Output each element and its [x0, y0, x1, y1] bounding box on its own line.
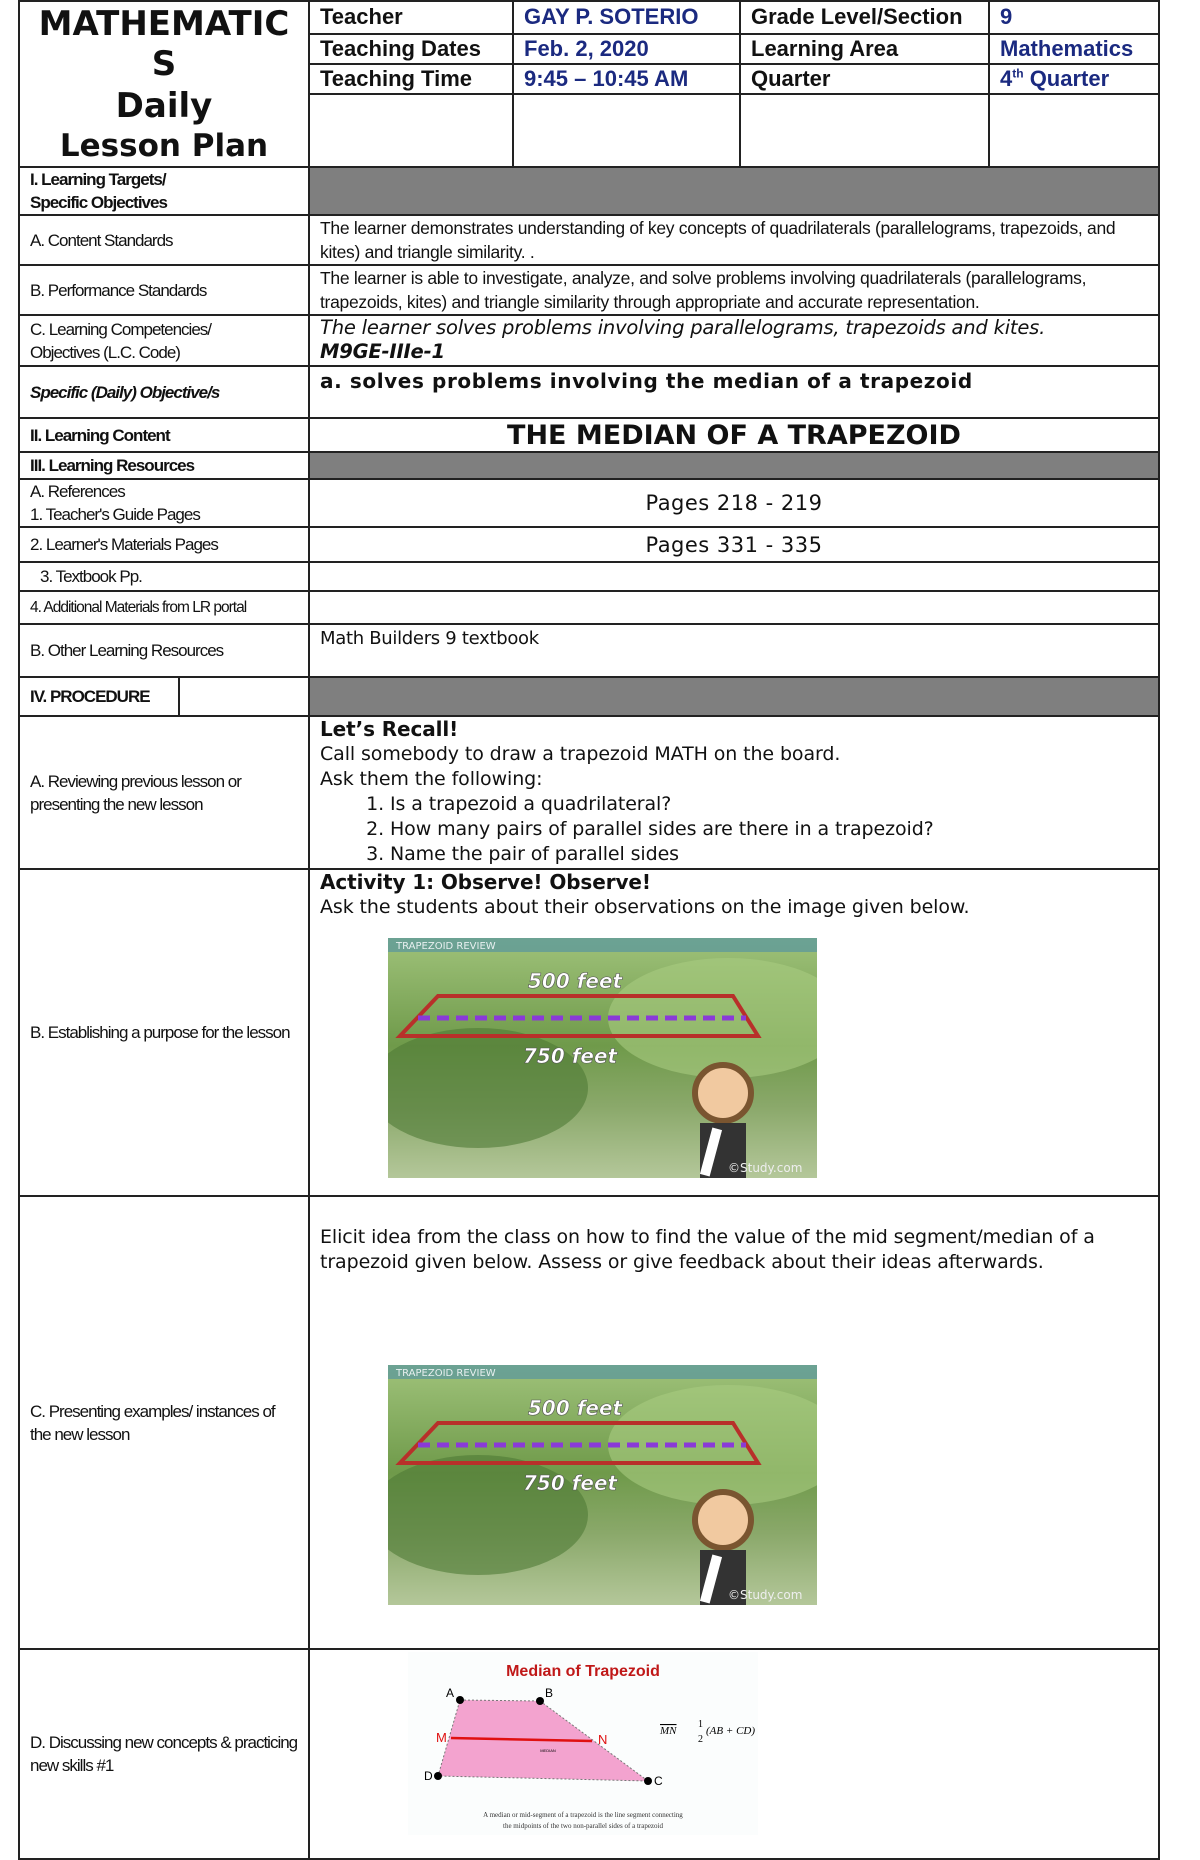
section-shading — [309, 167, 1159, 215]
competency-code: M9GE-IIIe-1 — [320, 340, 445, 363]
performance-standards-text: The learner is able to investigate, analyze, and solve problems involving quadrilaterals (parallelograms, trapezoids, kites) and triangle similarity through appropriate and accurate representation. — [309, 265, 1159, 315]
bridge-trapezoid-image — [388, 1365, 817, 1605]
content-standards-text: The learner demonstrates understanding of key concepts of quadrilaterals (parallelograms, trapezoids, and kites) and triangle similarity. . — [309, 215, 1159, 265]
svg-text:(AB + CD): (AB + CD) — [706, 1725, 756, 1737]
learning-content-value: THE MEDIAN OF A TRAPEZOID — [309, 418, 1159, 452]
other-resources-label: B. Other Learning Resources — [19, 624, 309, 677]
svg-text:A: A — [446, 1686, 455, 1700]
bridge-trapezoid-image — [388, 938, 817, 1178]
area-value: Mathematics — [989, 34, 1159, 64]
top-base-label: 500 feet — [528, 1396, 623, 1420]
dates-value: Feb. 2, 2020 — [513, 34, 740, 64]
svg-text:D: D — [424, 1769, 433, 1783]
svg-text:1: 1 — [698, 1719, 703, 1730]
document-title: MATHEMATIC S Daily Lesson Plan — [19, 1, 309, 167]
svg-text:2: 2 — [698, 1734, 703, 1745]
question-item: 1. Is a trapezoid a quadrilateral? — [390, 792, 1148, 817]
learners-materials-label: 2. Learner's Materials Pages — [19, 527, 309, 562]
grade-value: 9 — [989, 1, 1159, 34]
bottom-base-label: 750 feet — [523, 1044, 618, 1068]
blank-cell — [513, 94, 740, 167]
svg-text:M: M — [436, 1730, 447, 1745]
quarter-label: Quarter — [740, 64, 989, 94]
watermark: ©Study.com — [728, 1588, 803, 1602]
question-item: 3. Name the pair of parallel sides — [390, 842, 1148, 867]
procedure-label: IV. PROCEDURE — [19, 677, 309, 716]
teacher-label: Teacher — [309, 1, 513, 34]
svg-text:MEDIAN: MEDIAN — [540, 1748, 556, 1753]
textbook-value — [309, 562, 1159, 591]
svg-text:N: N — [598, 1732, 608, 1747]
svg-text:A median or mid-segment of a t: A median or mid-segment of a trapezoid is the line segment connecting — [483, 1811, 683, 1819]
dates-label: Teaching Dates — [309, 34, 513, 64]
bottom-base-label: 750 feet — [523, 1471, 618, 1495]
teachers-guide-label: A. References 1. Teacher's Guide Pages — [19, 479, 309, 527]
competencies-text: The learner solves problems involving parallelograms, trapezoids and kites. M9GE-IIIe-1 — [309, 315, 1159, 366]
question-item: 2. How many pairs of parallel sides are there in a trapezoid? — [390, 817, 1148, 842]
daily-objectives-label: Specific (Daily) Objective/s — [19, 366, 309, 418]
blank-cell — [740, 94, 989, 167]
daily-objectives-text: a. solves problems involving the median of a trapezoid — [309, 366, 1159, 418]
teacher-value: GAY P. SOTERIO — [513, 1, 740, 34]
time-value: 9:45 – 10:45 AM — [513, 64, 740, 94]
additional-materials-label: 4. Additional Materials from LR portal — [19, 591, 309, 624]
content-standards-label: A. Content Standards — [19, 215, 309, 265]
section-shading — [309, 677, 1159, 716]
learning-resources-label: III. Learning Resources — [19, 452, 309, 479]
other-resources-value: Math Builders 9 textbook — [309, 624, 1159, 677]
performance-standards-label: B. Performance Standards — [19, 265, 309, 315]
svg-text:MN: MN — [660, 1725, 677, 1737]
additional-materials-value — [309, 591, 1159, 624]
svg-text:the midpoints of the two non-p: the midpoints of the two non-parallel sides of a trapezoid — [503, 1822, 663, 1830]
establishing-purpose-label: B. Establishing a purpose for the lesson — [19, 869, 309, 1196]
establishing-purpose-content: Activity 1: Observe! Observe! Ask the students about their observations on the image given below. — [309, 869, 1159, 1196]
presenting-examples-content: Elicit idea from the class on how to find the value of the mid segment/median of a trapezoid given below. Assess or give feedback about their ideas afterwards. — [309, 1196, 1159, 1649]
watermark: ©Study.com — [728, 1161, 803, 1175]
learning-content-label: II. Learning Content — [19, 418, 309, 452]
section-learning-targets: I. Learning Targets/ Specific Objectives — [19, 167, 309, 215]
image-banner: TRAPEZOID REVIEW — [396, 1368, 496, 1379]
top-base-label: 500 feet — [528, 969, 623, 993]
section-shading — [309, 452, 1159, 479]
teachers-guide-pages: Pages 218 - 219 — [309, 479, 1159, 527]
blank-cell — [309, 94, 513, 167]
median-diagram — [408, 1652, 758, 1835]
area-label: Learning Area — [740, 34, 989, 64]
blank-cell — [989, 94, 1159, 167]
reviewing-label: A. Reviewing previous lesson or presenting the new lesson — [19, 716, 309, 869]
textbook-label: 3. Textbook Pp. — [19, 562, 309, 591]
quarter-value: 4th Quarter — [989, 64, 1159, 94]
presenting-examples-label: C. Presenting examples/ instances of the new lesson — [19, 1196, 309, 1649]
discussing-concepts-label: D. Discussing new concepts & practicing new skills #1 — [19, 1649, 309, 1859]
grade-label: Grade Level/Section — [740, 1, 989, 34]
learners-materials-pages: Pages 331 - 335 — [309, 527, 1159, 562]
time-label: Teaching Time — [309, 64, 513, 94]
diagram-title: Median of Trapezoid — [506, 1663, 660, 1680]
svg-text:C: C — [654, 1774, 663, 1788]
svg-text:B: B — [545, 1686, 554, 1700]
competencies-label: C. Learning Competencies/ Objectives (L.C. Code) — [19, 315, 309, 366]
image-banner: TRAPEZOID REVIEW — [396, 941, 496, 952]
reviewing-content: Let’s Recall! Call somebody to draw a trapezoid MATH on the board. Ask them the following: 1. Is a trapezoid a quadrilateral? 2. How many pairs of parallel sides are there in a trapezoid? 3. Name the pair of parallel sides — [309, 716, 1159, 869]
